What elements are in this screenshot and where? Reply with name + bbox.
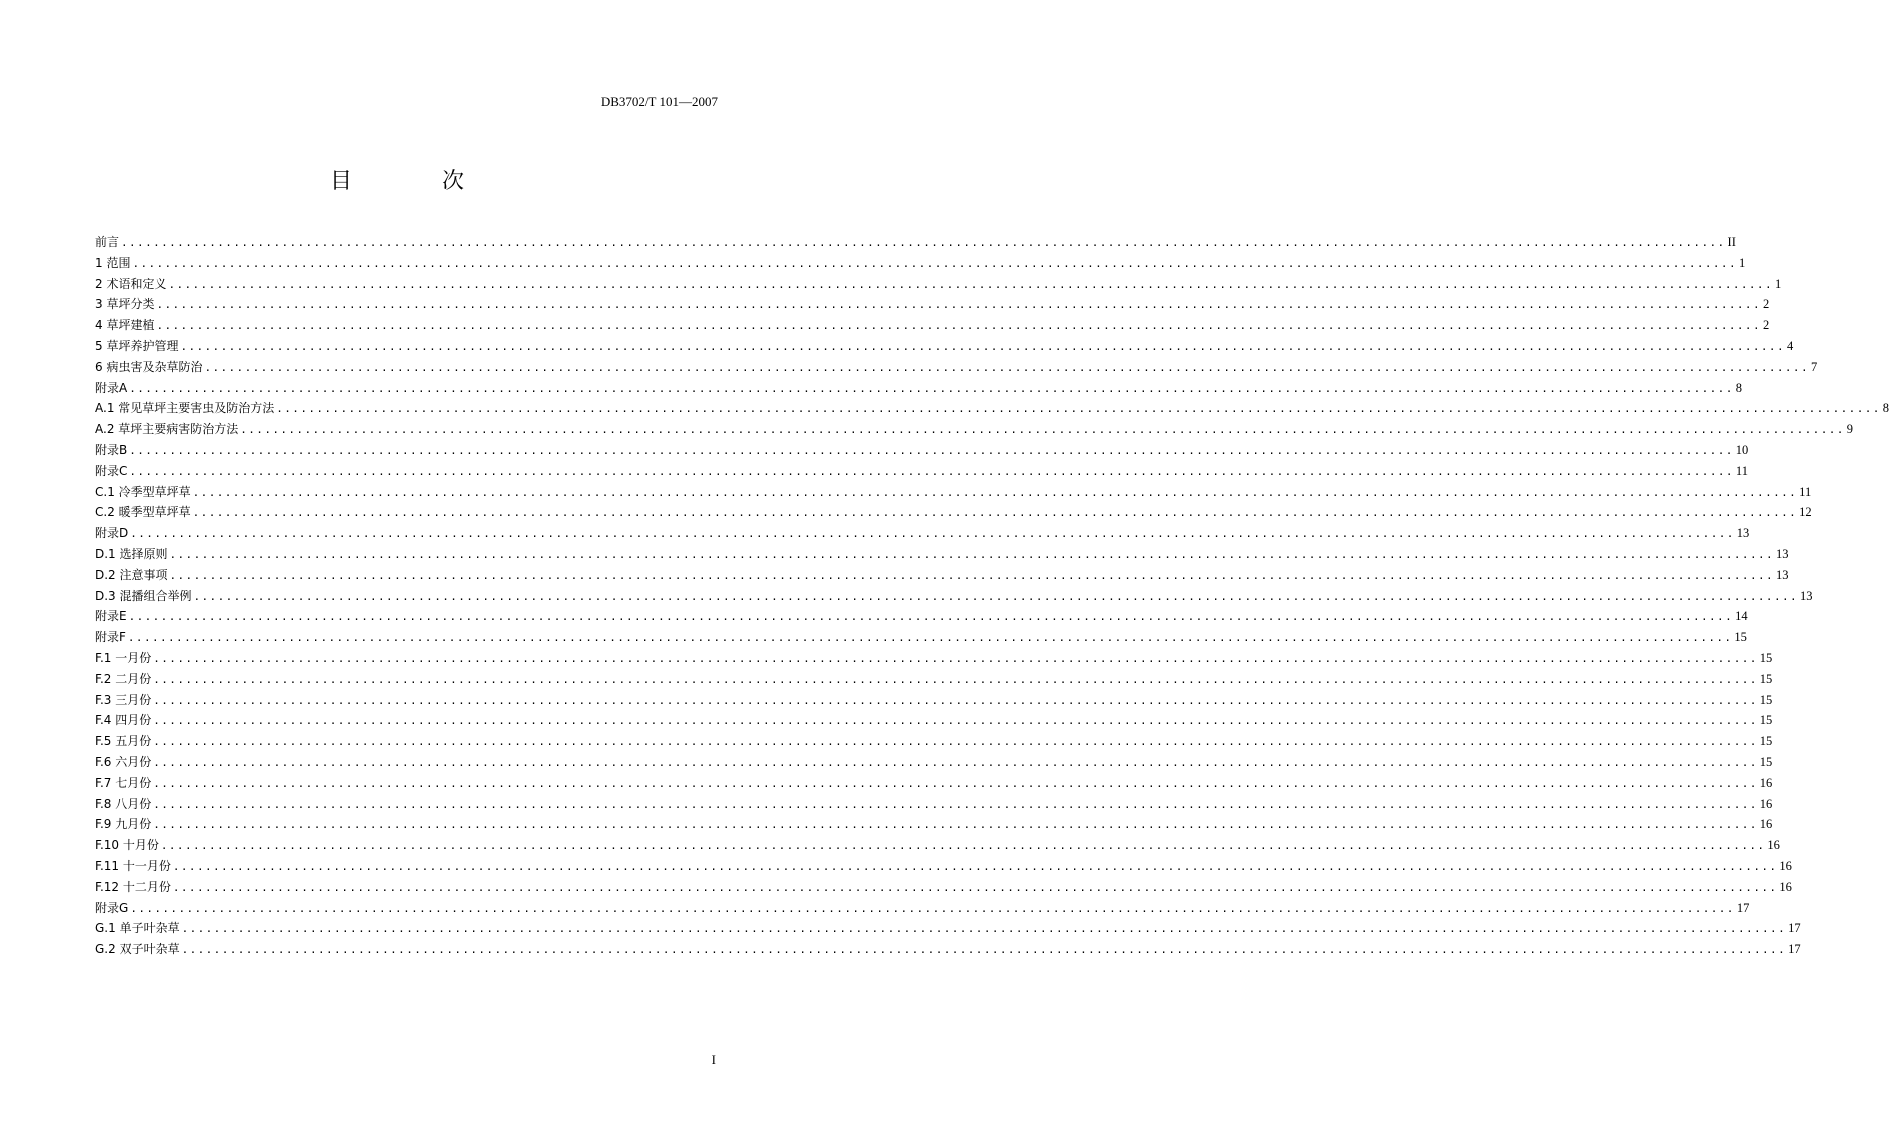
toc-entry-page: 11 [1735, 463, 1748, 478]
toc-dot-leader: ........................................................................................................................................................................................................ [153, 672, 1758, 686]
toc-dot-leader: ........................................................................................................................................................................................................ [156, 298, 1761, 312]
toc-entry-label: 1 范围 [95, 255, 131, 270]
toc-entry-label: 附录D [95, 526, 129, 541]
toc-entry-label: F.11 十一月份 [95, 858, 171, 873]
toc-entry-page: 14 [1735, 609, 1748, 624]
toc-entry-label: C.1 冷季型草坪草 [95, 484, 191, 499]
toc-entry-page: 13 [1776, 546, 1789, 561]
toc-dot-leader: ........................................................................................................................................................................................................ [156, 319, 1761, 333]
toc-entry[interactable] [95, 856, 1792, 877]
toc-entry-label: 附录B [95, 442, 128, 457]
toc-entry[interactable] [95, 731, 1773, 752]
toc-entry-label: F.4 四月份 [95, 713, 152, 728]
toc-entry[interactable] [95, 606, 1748, 627]
toc-entry-label: C.2 暖季型草坪草 [95, 505, 191, 520]
toc-entry-page: 15 [1759, 713, 1773, 728]
toc-entry[interactable] [95, 232, 1736, 253]
toc-entry[interactable] [95, 294, 1770, 315]
toc-entry-page: 13 [1800, 588, 1813, 603]
toc-dot-leader: ........................................................................................................................................................................................................ [153, 776, 1758, 790]
toc-entry-page: 8 [1735, 380, 1742, 395]
toc-dot-leader: ........................................................................................................................................................................................................ [204, 360, 1809, 374]
toc-dot-leader: ........................................................................................................................................................................................................ [121, 236, 1726, 249]
toc-entry-page: 1 [1738, 255, 1746, 270]
footer-page-number: I [711, 1052, 716, 1067]
toc-entry-page: 16 [1779, 858, 1792, 873]
toc-entry[interactable] [95, 336, 1794, 357]
toc-entry[interactable] [95, 419, 1854, 440]
toc-entry-page: 4 [1786, 338, 1794, 353]
toc-entry-page: 15 [1759, 734, 1773, 749]
table-of-contents [95, 232, 1889, 960]
toc-entry-label: 2 术语和定义 [95, 276, 167, 291]
toc-entry-page: 11 [1799, 484, 1812, 499]
toc-entry-page: 9 [1846, 422, 1854, 437]
toc-entry[interactable] [95, 814, 1773, 835]
toc-entry-label: F.12 十二月份 [95, 879, 171, 894]
toc-entry[interactable] [95, 918, 1801, 939]
toc-entry-label: F.9 九月份 [95, 817, 152, 832]
toc-entry[interactable] [95, 523, 1750, 544]
toc-entry-page: 15 [1759, 692, 1773, 707]
toc-entry-label: F.3 三月份 [95, 692, 152, 707]
document-code: DB3702/T 101—2007 [600, 94, 718, 109]
toc-entry-page: 8 [1882, 401, 1889, 416]
toc-entry-label: F.6 六月份 [95, 754, 152, 769]
toc-entry-label: D.1 选择原则 [95, 546, 168, 561]
toc-entry-page: 17 [1788, 921, 1801, 936]
toc-dot-leader: ........................................................................................................................................................................................................ [153, 797, 1758, 811]
toc-entry[interactable] [95, 440, 1749, 461]
toc-entry[interactable] [95, 877, 1792, 898]
toc-entry-page: II [1727, 235, 1736, 249]
toc-entry-page: 7 [1810, 359, 1818, 374]
toc-dot-leader: ........................................................................................................................................................................................................ [153, 818, 1758, 832]
toc-entry-label: 3 草坪分类 [95, 297, 155, 312]
toc-dot-leader: ........................................................................................................................................................................................................ [276, 402, 1881, 416]
toc-dot-leader: ........................................................................................................................................................................................................ [130, 901, 1735, 915]
toc-entry-page: 16 [1767, 838, 1780, 853]
toc-entry[interactable] [95, 544, 1789, 565]
toc-dot-leader: ........................................................................................................................................................................................................ [172, 880, 1778, 894]
toc-entry-label: 附录A [95, 380, 128, 395]
toc-entry-page: 12 [1799, 505, 1812, 520]
toc-dot-leader: ........................................................................................................................................................................................................ [129, 443, 1734, 457]
toc-entry[interactable] [95, 939, 1801, 960]
toc-dot-leader: ........................................................................................................................................................................................................ [153, 735, 1758, 749]
toc-entry-page: 15 [1759, 671, 1773, 686]
page-title: 目 次 [329, 169, 498, 194]
toc-entry[interactable] [95, 315, 1770, 336]
toc-entry-label: 4 草坪建植 [95, 318, 155, 333]
toc-entry[interactable] [95, 253, 1746, 274]
toc-entry-page: 16 [1759, 817, 1773, 832]
toc-entry-label: 5 草坪养护管理 [95, 338, 179, 353]
toc-entry[interactable] [95, 648, 1773, 669]
toc-entry[interactable] [95, 586, 1813, 607]
toc-entry-label: F.8 八月份 [95, 796, 152, 811]
toc-entry-label: A.2 草坪主要病害防治方法 [95, 422, 239, 437]
toc-entry-label: 附录E [95, 609, 127, 624]
toc-dot-leader: ........................................................................................................................................................................................................ [240, 423, 1845, 437]
toc-entry[interactable] [95, 773, 1773, 794]
toc-entry[interactable] [95, 274, 1782, 295]
toc-entry-page: 1 [1774, 276, 1782, 291]
toc-entry-page: 2 [1762, 318, 1770, 333]
toc-dot-leader: ........................................................................................................................................................................................................ [153, 651, 1758, 665]
toc-dot-leader: ........................................................................................................................................................................................................ [130, 527, 1735, 541]
toc-dot-leader: ........................................................................................................................................................................................................ [132, 256, 1737, 270]
toc-entry-page: 17 [1736, 900, 1750, 915]
toc-dot-leader: ........................................................................................................................................................................................................ [153, 693, 1758, 707]
toc-entry-label: F.2 二月份 [95, 671, 152, 686]
toc-dot-leader: ........................................................................................................................................................................................................ [128, 610, 1734, 624]
toc-entry-label: A.1 常见草坪主要害虫及防治方法 [95, 401, 275, 416]
toc-dot-leader: ........................................................................................................................................................................................................ [127, 631, 1733, 645]
toc-entry[interactable] [95, 898, 1750, 919]
toc-dot-leader: ........................................................................................................................................................................................................ [129, 464, 1734, 478]
toc-entry-label: 附录C [95, 463, 128, 478]
toc-entry[interactable] [95, 378, 1742, 399]
toc-entry[interactable] [95, 627, 1747, 648]
toc-entry-label: D.2 注意事项 [95, 567, 168, 582]
toc-entry-label: F.10 十月份 [95, 838, 159, 853]
toc-entry-label: G.2 双子叶杂草 [95, 942, 180, 957]
toc-dot-leader: ........................................................................................................................................................................................................ [168, 277, 1773, 291]
toc-entry[interactable] [95, 794, 1773, 815]
toc-entry[interactable] [95, 482, 1812, 503]
toc-entry-page: 15 [1734, 630, 1747, 645]
toc-entry-label: F.5 五月份 [95, 734, 152, 749]
toc-dot-leader: ........................................................................................................................................................................................................ [181, 922, 1787, 936]
toc-dot-leader: ........................................................................................................................................................................................................ [169, 547, 1775, 561]
toc-dot-leader: ........................................................................................................................................................................................................ [192, 506, 1798, 520]
toc-entry-label: F.7 七月份 [95, 775, 152, 790]
toc-dot-leader: ........................................................................................................................................................................................................ [169, 568, 1775, 582]
toc-entry[interactable] [95, 502, 1812, 523]
toc-entry-page: 13 [1736, 526, 1750, 541]
toc-dot-leader: ........................................................................................................................................................................................................ [193, 589, 1799, 603]
toc-dot-leader: ........................................................................................................................................................................................................ [153, 755, 1758, 769]
toc-entry-page: 13 [1776, 567, 1789, 582]
toc-entry[interactable] [95, 669, 1773, 690]
toc-entry[interactable] [95, 357, 1818, 378]
toc-entry-label: 附录G [95, 900, 129, 915]
toc-dot-leader: ........................................................................................................................................................................................................ [129, 381, 1734, 395]
toc-dot-leader: ........................................................................................................................................................................................................ [172, 859, 1778, 873]
toc-entry-page: 15 [1759, 754, 1773, 769]
toc-dot-leader: ........................................................................................................................................................................................................ [192, 485, 1798, 499]
toc-dot-leader: ........................................................................................................................................................................................................ [181, 943, 1787, 957]
toc-entry-page: 16 [1759, 775, 1773, 790]
toc-entry-page: 2 [1762, 297, 1770, 312]
toc-entry-page: 17 [1788, 942, 1801, 957]
toc-entry-page: 15 [1759, 650, 1773, 665]
toc-entry-label: F.1 一月份 [95, 650, 152, 665]
toc-entry[interactable] [95, 835, 1780, 856]
toc-entry-page: 16 [1759, 796, 1773, 811]
toc-entry[interactable] [95, 690, 1773, 711]
toc-entry-label: D.3 混播组合举例 [95, 588, 192, 603]
toc-entry-label: 附录F [95, 630, 126, 645]
toc-entry[interactable] [95, 565, 1789, 586]
toc-entry-label: 前言 [95, 235, 120, 249]
toc-entry[interactable] [95, 461, 1748, 482]
toc-dot-leader: ........................................................................................................................................................................................................ [160, 839, 1766, 853]
toc-entry-label: 6 病虫害及杂草防治 [95, 359, 203, 374]
toc-entry-page: 16 [1779, 879, 1792, 894]
toc-entry[interactable] [95, 398, 1889, 419]
toc-dot-leader: ........................................................................................................................................................................................................ [153, 714, 1758, 728]
toc-entry[interactable] [95, 752, 1773, 773]
toc-entry[interactable] [95, 710, 1773, 731]
toc-entry-page: 10 [1735, 442, 1749, 457]
toc-entry-label: G.1 单子叶杂草 [95, 921, 180, 936]
toc-dot-leader: ........................................................................................................................................................................................................ [180, 339, 1785, 353]
